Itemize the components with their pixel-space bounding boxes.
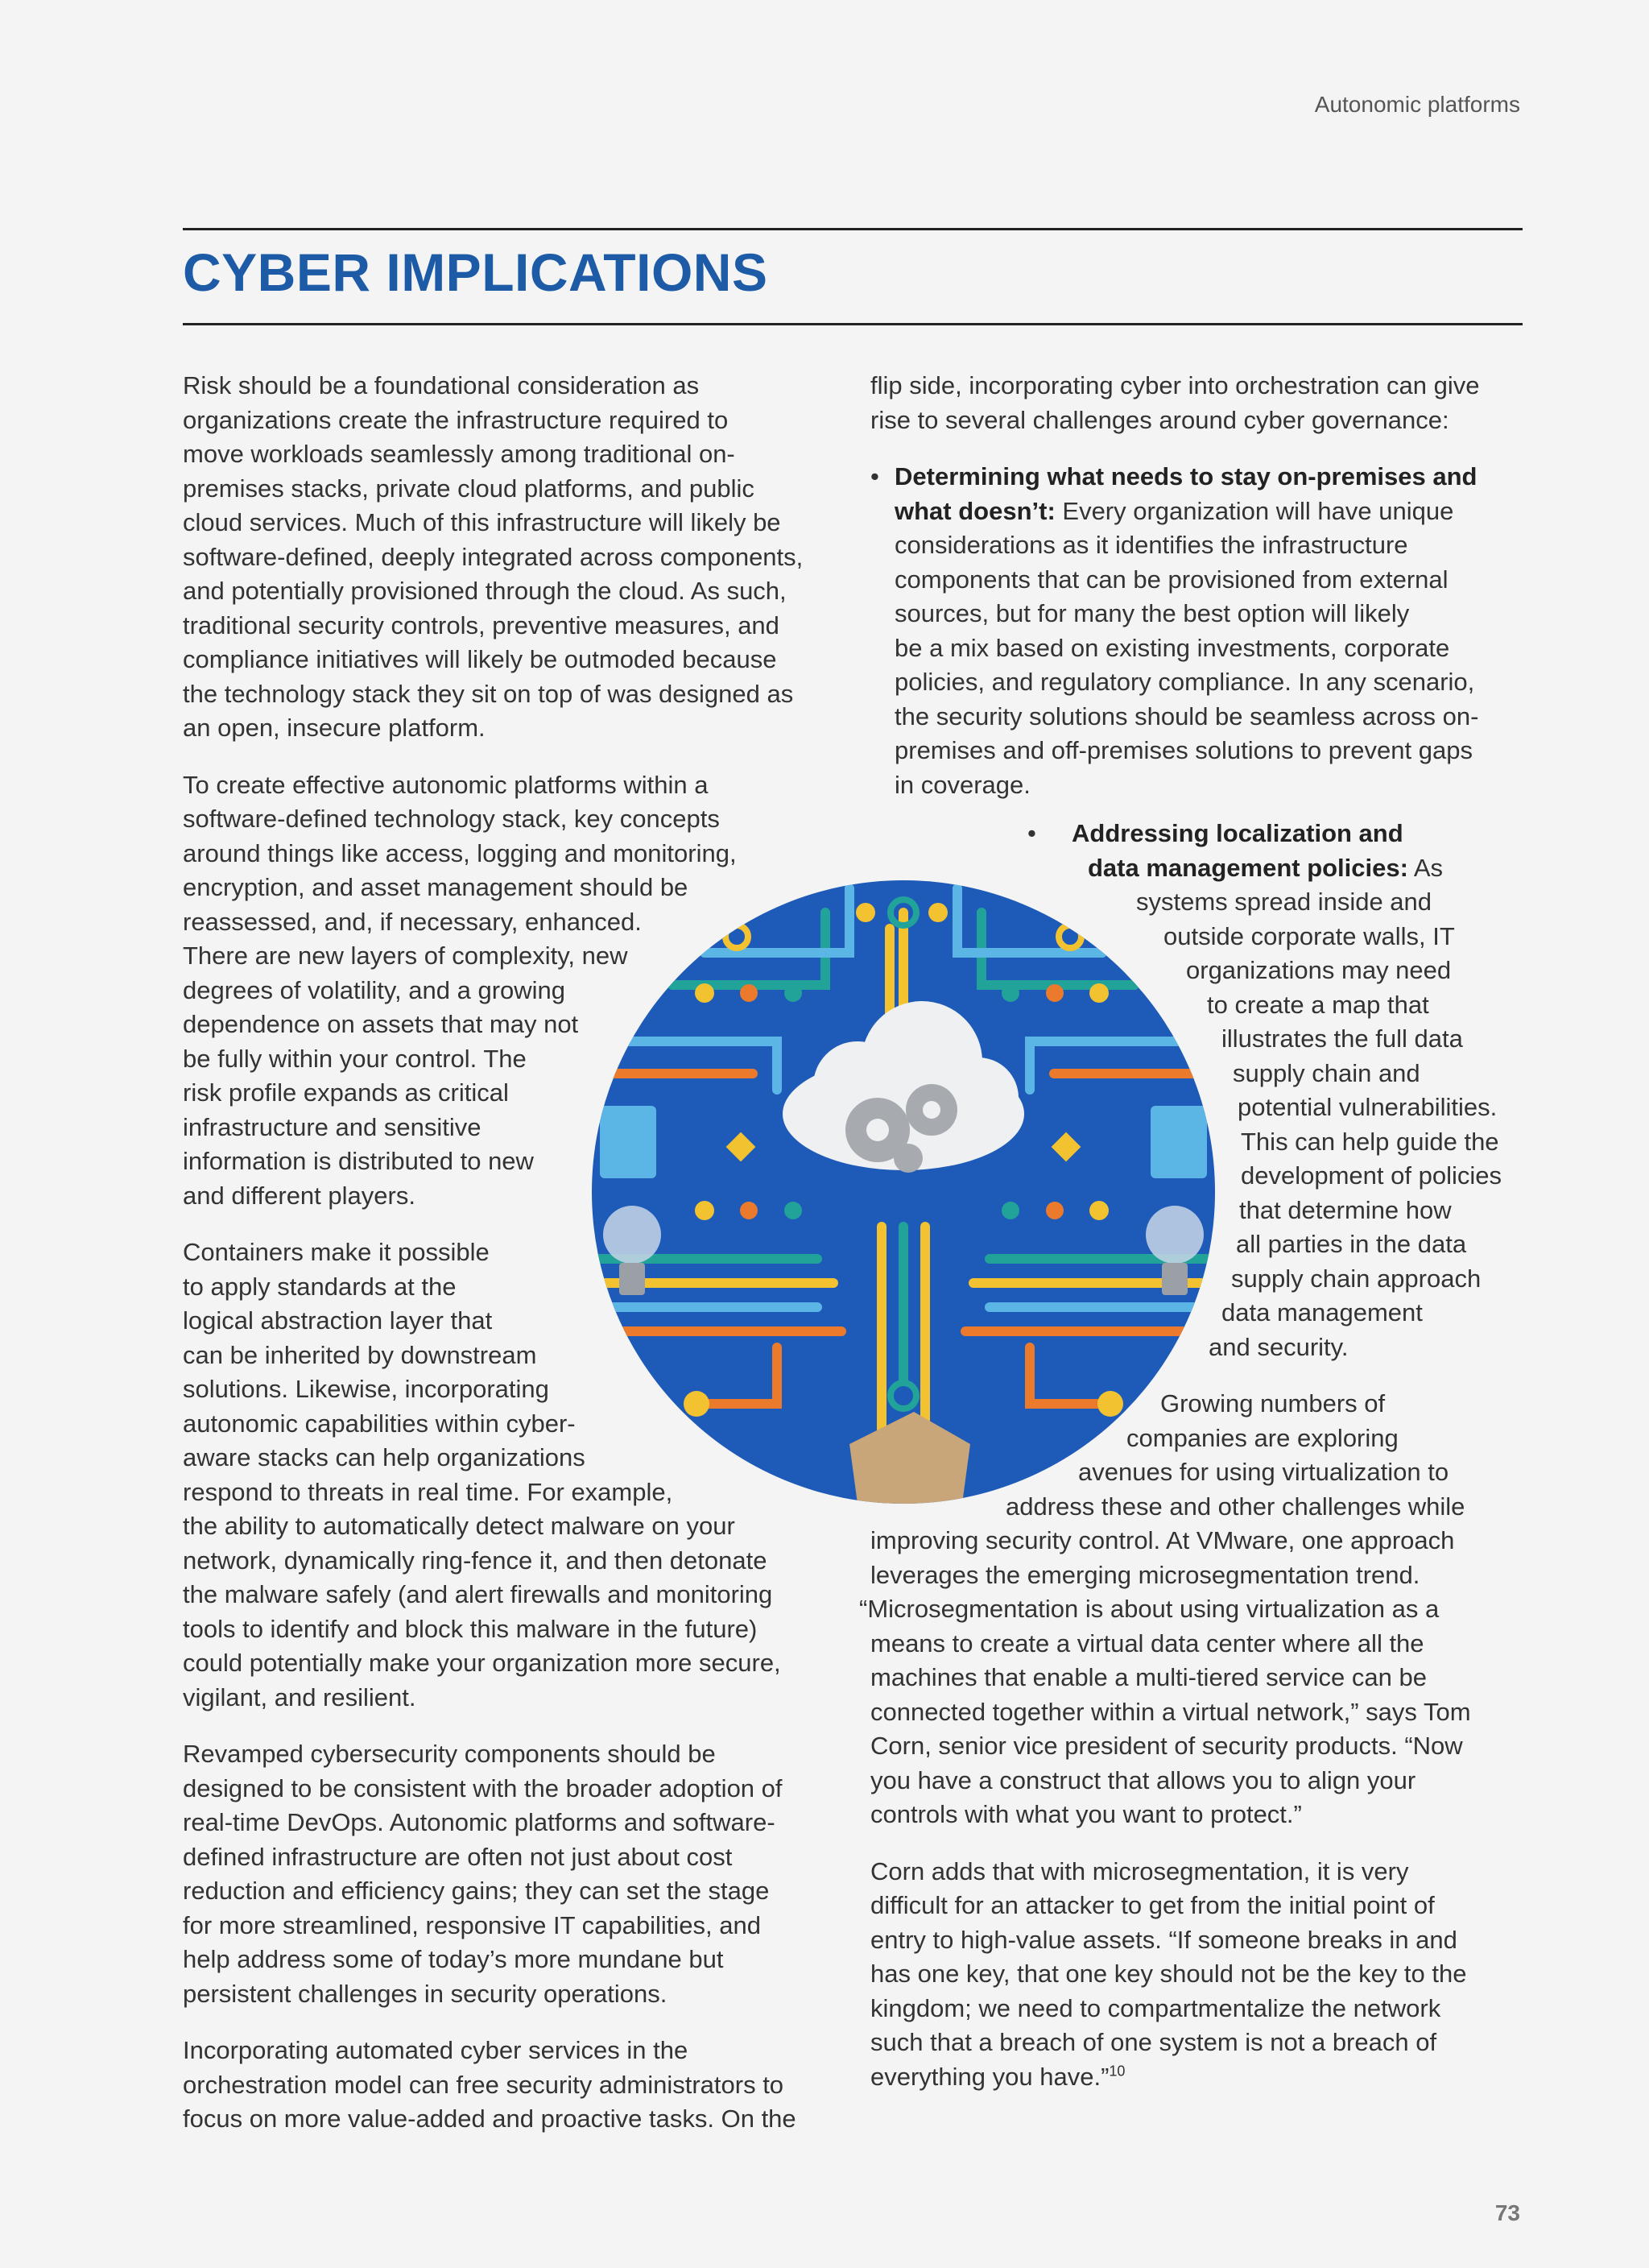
bullet-text-on-premises: [895, 497, 1531, 803]
text-line: software-defined, deeply integrated across components,: [183, 542, 804, 571]
text-line: Incorporating automated cyber services in the: [183, 2036, 688, 2064]
text-line: aware stacks can help organizations: [183, 1443, 585, 1471]
text-line: network, dynamically ring-fence it, and then detonate: [183, 1546, 767, 1575]
text-line: could potentially make your organization more secure,: [183, 1649, 781, 1677]
text-fragment: Addressing localization and: [1072, 819, 1403, 847]
text-fragment: data management policies:: [1088, 853, 1408, 882]
text-line: real-time DevOps. Autonomic platforms and software-: [183, 1808, 775, 1836]
text-line: [870, 1159, 1531, 1194]
text-line: To create effective autonomic platforms within a: [183, 770, 709, 799]
text-line: improving security control. At VMware, one approach: [870, 1526, 1455, 1554]
text-line: designed to be consistent with the broader adoption of: [183, 1773, 783, 1802]
text-line: dependence on assets that may not: [183, 1010, 579, 1038]
text-fragment: all parties in the data: [1236, 1230, 1467, 1258]
text-line: everything you have.”$^{10}$: [870, 2062, 1126, 2091]
text-line: what doesn’t:: [895, 496, 1056, 525]
text-line: be a mix based on existing investments, corporate: [895, 633, 1450, 662]
text-line: such that a breach of one system is not a breach of: [870, 2028, 1437, 2056]
text-line: Growing numbers of: [1160, 1389, 1386, 1418]
text-line: Corn adds that with microsegmentation, it is very: [870, 1856, 1409, 1885]
text-line: components that can be provisioned from external: [895, 565, 1449, 594]
text-fragment: systems spread inside and: [1136, 888, 1432, 916]
text-line: [870, 817, 1531, 851]
text-line: information is distributed to new: [183, 1147, 534, 1175]
text-line: leverages the emerging microsegmentation trend.: [870, 1560, 1420, 1589]
text-line: [870, 851, 1531, 886]
text-line: reassessed, and, if necessary, enhanced.: [183, 907, 642, 936]
text-line: and different players.: [183, 1181, 415, 1210]
text-line: cloud services. Much of this infrastructure will likely be: [183, 508, 781, 536]
text-line: has one key, that one key should not be the key to the: [870, 1960, 1467, 1988]
text-line: [870, 1194, 1531, 1228]
text-line: the security solutions should be seamless across on-: [895, 702, 1479, 730]
text-line: [870, 954, 1531, 988]
text-line: controls with what you want to protect.”: [870, 1800, 1302, 1828]
text-line: premises stacks, private cloud platforms, and public: [183, 474, 754, 503]
text-line: avenues for using virtualization to: [1078, 1458, 1449, 1486]
text-fragment: potential vulnerabilities.: [1238, 1093, 1498, 1121]
bullet-marker: •: [1027, 819, 1036, 847]
text-line: “Microsegmentation is about using virtualization as a: [859, 1595, 1440, 1623]
text-line: rise to several challenges around cyber governance:: [870, 405, 1449, 434]
text-fragment: organizations may need: [1186, 956, 1452, 984]
text-line: entry to high-value assets. “If someone breaks in and: [870, 1925, 1457, 1954]
text-line: the technology stack they sit on top of was designed as: [183, 679, 794, 708]
text-line: organizations create the infrastructure required to: [183, 405, 729, 434]
text-line: the ability to automatically detect malware on your: [183, 1512, 735, 1540]
top-rule: [183, 228, 1523, 230]
paragraph-vmware: [859, 1387, 1531, 1832]
text-line: [870, 1057, 1531, 1091]
text-line: software-defined technology stack, key concepts: [183, 805, 720, 833]
text-line: can be inherited by downstream: [183, 1340, 537, 1369]
text-line: There are new layers of complexity, new: [183, 942, 628, 970]
text-fragment: illustrates the full data: [1221, 1024, 1463, 1053]
text-line: Corn, senior vice president of security products. “Now: [870, 1732, 1463, 1760]
text-line: kingdom; we need to compartmentalize the network: [870, 1993, 1441, 2022]
text-line: difficult for an attacker to get from the initial point of: [870, 1891, 1435, 1919]
text-line: sources, but for many the best option will likely: [895, 599, 1410, 627]
text-line: defined infrastructure are often not just about cost: [183, 1842, 733, 1871]
text-line: [870, 920, 1531, 954]
text-line: move workloads seamlessly among traditional on-: [183, 440, 735, 468]
paragraph-revamped: [183, 1737, 843, 2011]
text-line: risk profile expands as critical: [183, 1078, 509, 1107]
text-line: encryption, and asset management should be: [183, 873, 688, 901]
text-fragment: This can help guide the: [1241, 1127, 1499, 1156]
bullet-localization: [870, 817, 1531, 1364]
paragraph-flip-side: [870, 369, 1531, 437]
text-line: policies, and regulatory compliance. In any scenario,: [895, 668, 1475, 696]
section-title: CYBER IMPLICATIONS: [183, 242, 768, 302]
text-line: an open, insecure platform.: [183, 714, 486, 742]
text-line: in coverage.: [895, 770, 1031, 799]
text-line: address these and other challenges while: [1006, 1492, 1465, 1521]
text-line: orchestration model can free security administrators to: [183, 2070, 784, 2099]
text-line: [870, 1331, 1531, 1365]
text-line: machines that enable a multi-tiered service can be: [870, 1663, 1427, 1691]
text-line: [870, 1091, 1531, 1125]
text-line: • Determining what needs to stay on-premises and: [895, 462, 1477, 490]
text-line: logical abstraction layer that: [183, 1306, 493, 1335]
text-line: infrastructure and sensitive: [183, 1112, 481, 1141]
text-line: considerations as it identifies the infrastructure: [895, 531, 1408, 559]
text-fragment: development of policies: [1241, 1161, 1502, 1190]
paragraph-incorporating: [183, 2034, 843, 2137]
text-line: respond to threats in real time. For example,: [183, 1477, 673, 1506]
page-number: 73: [1494, 2200, 1520, 2225]
text-fragment: supply chain approach: [1231, 1264, 1482, 1293]
text-line: and potentially provisioned through the cloud. As such,: [183, 577, 787, 605]
text-line: flip side, incorporating cyber into orchestration can give: [870, 371, 1480, 399]
text-line: autonomic capabilities within cyber-: [183, 1409, 576, 1438]
text-line: Containers make it possible: [183, 1238, 490, 1266]
text-line: means to create a virtual data center where all the: [870, 1629, 1424, 1658]
text-line: help address some of today’s more mundane but: [183, 1945, 724, 1973]
paragraph-corn: [870, 1855, 1531, 2095]
text-line: persistent challenges in security operations.: [183, 1979, 667, 2008]
bullet-on-premises: [870, 460, 1531, 802]
text-line: [870, 1262, 1531, 1297]
text-fragment: that determine how: [1239, 1195, 1452, 1224]
footnote-ref[interactable]: 10: [1109, 2063, 1126, 2080]
text-fragment: to create a map that: [1207, 990, 1429, 1019]
text-fragment: supply chain and: [1233, 1058, 1420, 1087]
text-line: to apply standards at the: [183, 1272, 457, 1301]
text-line: [870, 1227, 1531, 1262]
text-line: Risk should be a foundational consideration as: [183, 371, 700, 399]
text-line: traditional security controls, preventive measures, and: [183, 610, 779, 639]
paragraph-containers: [183, 1235, 843, 1715]
text-line: Every organization will have unique: [1055, 496, 1454, 525]
text-fragment: and security.: [1209, 1332, 1349, 1361]
text-line: focus on more value-added and proactive tasks. On the: [183, 2105, 796, 2133]
text-line: you have a construct that allows you to align your: [870, 1765, 1416, 1794]
text-line: solutions. Likewise, incorporating: [183, 1375, 549, 1403]
text-line: [870, 1022, 1531, 1057]
text-line: Revamped cybersecurity components should be: [183, 1740, 716, 1768]
text-fragment: As: [1407, 853, 1444, 882]
text-line: [870, 1296, 1531, 1331]
text-line: vigilant, and resilient.: [183, 1682, 416, 1711]
text-line: [870, 885, 1531, 920]
running-head: Autonomic platforms: [1314, 92, 1520, 117]
text-line: connected together within a virtual network,” says Tom: [870, 1697, 1471, 1726]
text-line: be fully within your control. The: [183, 1044, 527, 1073]
text-line: compliance initiatives will likely be outmoded because: [183, 645, 777, 673]
text-line: premises and off-premises solutions to prevent gaps: [895, 736, 1473, 764]
paragraph-autonomic: [183, 768, 843, 1214]
text-line: for more streamlined, responsive IT capabilities, and: [183, 1910, 761, 1939]
text-line: companies are exploring: [1126, 1423, 1399, 1452]
text-line: around things like access, logging and monitoring,: [183, 838, 737, 867]
text-line: degrees of volatility, and a growing: [183, 975, 566, 1004]
text-line: [870, 1125, 1531, 1160]
text-line: tools to identify and block this malware in the future): [183, 1614, 758, 1643]
text-fragment: outside corporate walls, IT: [1163, 921, 1455, 950]
right-column: [859, 369, 1531, 2117]
text-fragment: data management: [1221, 1298, 1423, 1326]
text-line: [870, 988, 1531, 1023]
text-line: the malware safely (and alert firewalls and monitoring: [183, 1580, 773, 1608]
title-rule: [183, 323, 1523, 325]
paragraph-risk: [183, 369, 843, 746]
text-line: reduction and efficiency gains; they can set the stage: [183, 1877, 770, 1905]
left-column: [183, 369, 843, 2137]
